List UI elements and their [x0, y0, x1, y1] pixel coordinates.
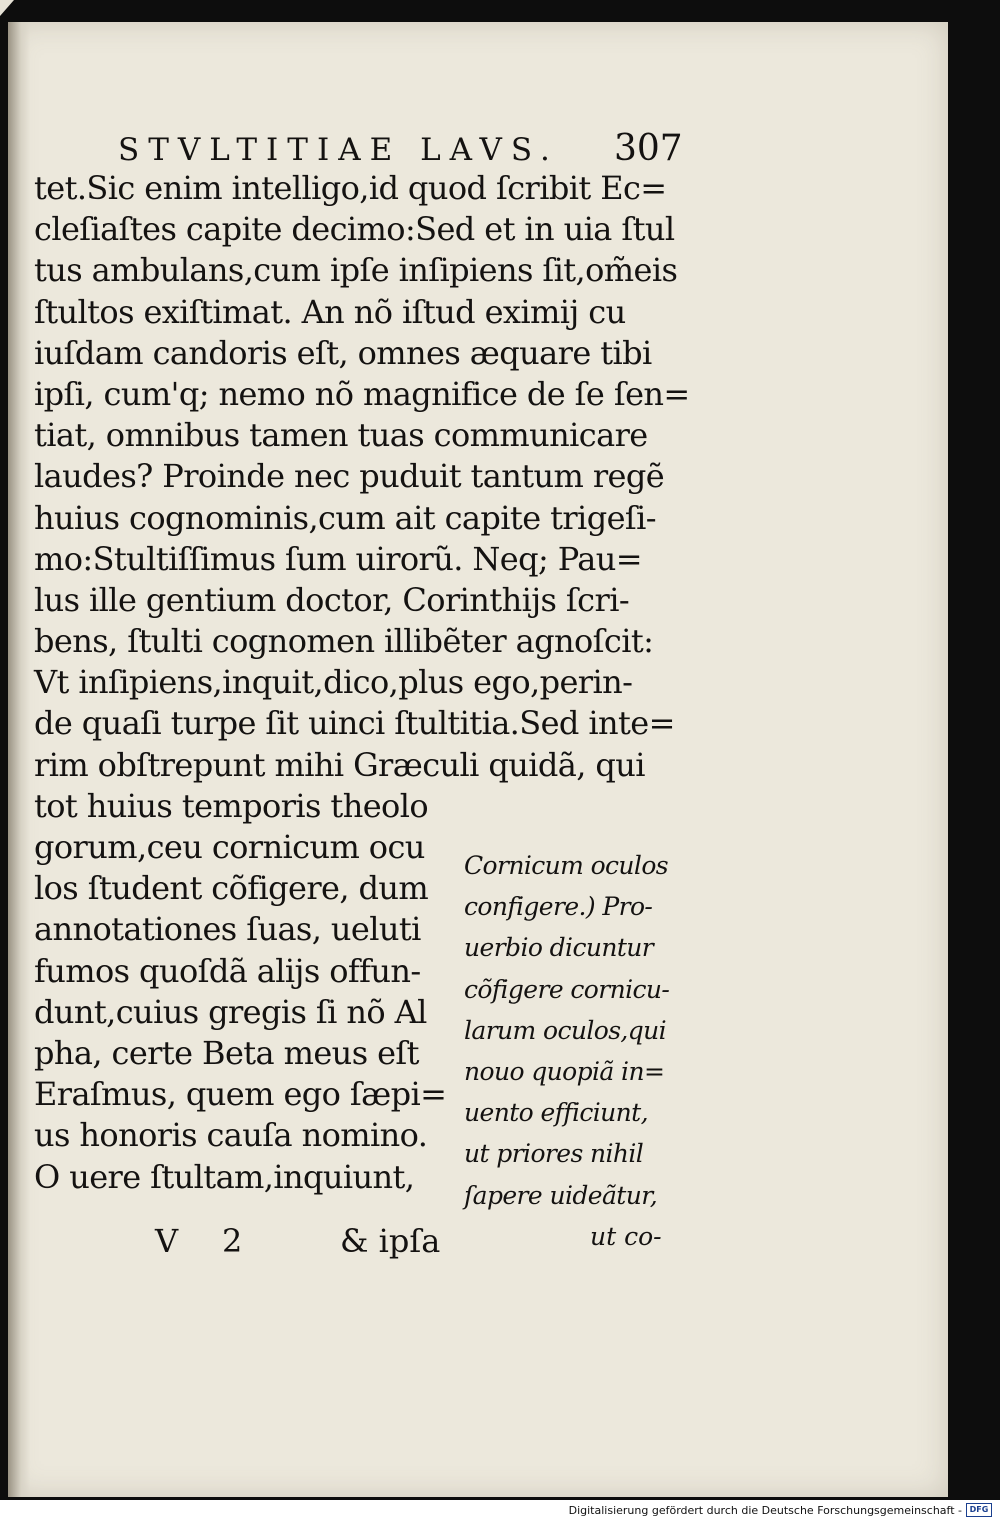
note-line: cõfigere cornicu- — [464, 974, 670, 1004]
note-line: Cornicum oculos — [464, 851, 669, 880]
text-line: pha, certe Beta meus eſt — [34, 1033, 419, 1072]
text-line: us honoris cauſa nomino. — [34, 1116, 428, 1155]
text-line: tet.Sic enim intelligo,id quod ſcribit Ec= — [34, 169, 667, 207]
text-line: lus ille gentium doctor, Corinthijs ſcri- — [34, 580, 630, 619]
text-line: huius cognominis,cum ait capite trigeſi- — [34, 498, 657, 537]
note-line: configere.) Pro- — [464, 892, 653, 922]
text-line: cleſiaſtes capite decimo:Sed et in uia ſtul — [34, 210, 675, 249]
text-line: Eraſmus, quem ego ſæpi= — [34, 1075, 447, 1114]
note-line: ſapere uideãtur, — [464, 1180, 658, 1210]
note-line: ut priores nihil — [464, 1139, 644, 1169]
catchword: & ipſa — [340, 1222, 441, 1260]
note-catchword: ut co- — [590, 1222, 662, 1251]
funding-credit: Digitalisierung gefördert durch die Deutsche Forschungsgemeinschaft - — [568, 1504, 962, 1517]
folio-number: 307 — [614, 128, 683, 169]
page-gutter-shadow — [8, 22, 30, 1497]
page-corner — [0, 0, 14, 16]
dfg-logo-icon: DFG — [966, 1503, 992, 1517]
note-line: uento efficiunt, — [464, 1098, 648, 1128]
text-line: fumos quoſdã alijs offun- — [34, 951, 421, 990]
text-line: de quaſi turpe ſit uinci ſtultitia.Sed inte= — [34, 704, 675, 743]
text-line: iuſdam candoris eſt, omnes æquare tibi — [34, 333, 652, 372]
text-line: tiat, omnibus tamen tuas communicare — [34, 416, 648, 455]
marginal-note — [464, 845, 684, 1216]
text-line: rim obſtrepunt mihi Græculi quidã, qui — [34, 745, 645, 784]
text-line: dunt,cuius gregis ſi nõ Al — [34, 992, 427, 1031]
text-line: ſtultos exiſtimat. An nõ iſtud eximij cu — [34, 292, 626, 331]
text-line: mo:Stultiſſimus ſum uirorũ. Neq; Pau= — [34, 539, 642, 578]
text-line: annotationes ſuas, ueluti — [34, 910, 421, 949]
text-line: O uere ſtultam,inquiunt, — [34, 1157, 415, 1196]
text-line: gorum,ceu cornicum ocu — [34, 828, 425, 866]
text-line: ipſi, cum'q; nemo nõ magnifice de ſe ſen= — [34, 374, 690, 413]
text-line: bens, ſtulti cognomen illibẽter agnoſcit: — [34, 622, 654, 661]
text-line: laudes? Proinde nec puduit tantum regẽ — [34, 457, 665, 496]
signature-number: 2 — [222, 1222, 243, 1260]
note-line: nouo quopiã in= — [464, 1056, 665, 1086]
note-line: larum oculos,qui — [464, 1015, 667, 1045]
signature-mark: V — [155, 1222, 179, 1260]
text-line: los ſtudent cõfigere, dum — [34, 869, 429, 908]
running-head: STVLTITIAE LAVS. — [118, 132, 559, 168]
footer-bar — [0, 1500, 1000, 1520]
text-line: tus ambulans,cum ipſe inſipiens ſit,om̃eis — [34, 251, 678, 290]
text-line: tot huius temporis theolo — [34, 786, 429, 825]
note-line: uerbio dicuntur — [464, 933, 654, 963]
text-line: Vt inſipiens,inquit,dico,plus ego,perin- — [34, 663, 633, 702]
